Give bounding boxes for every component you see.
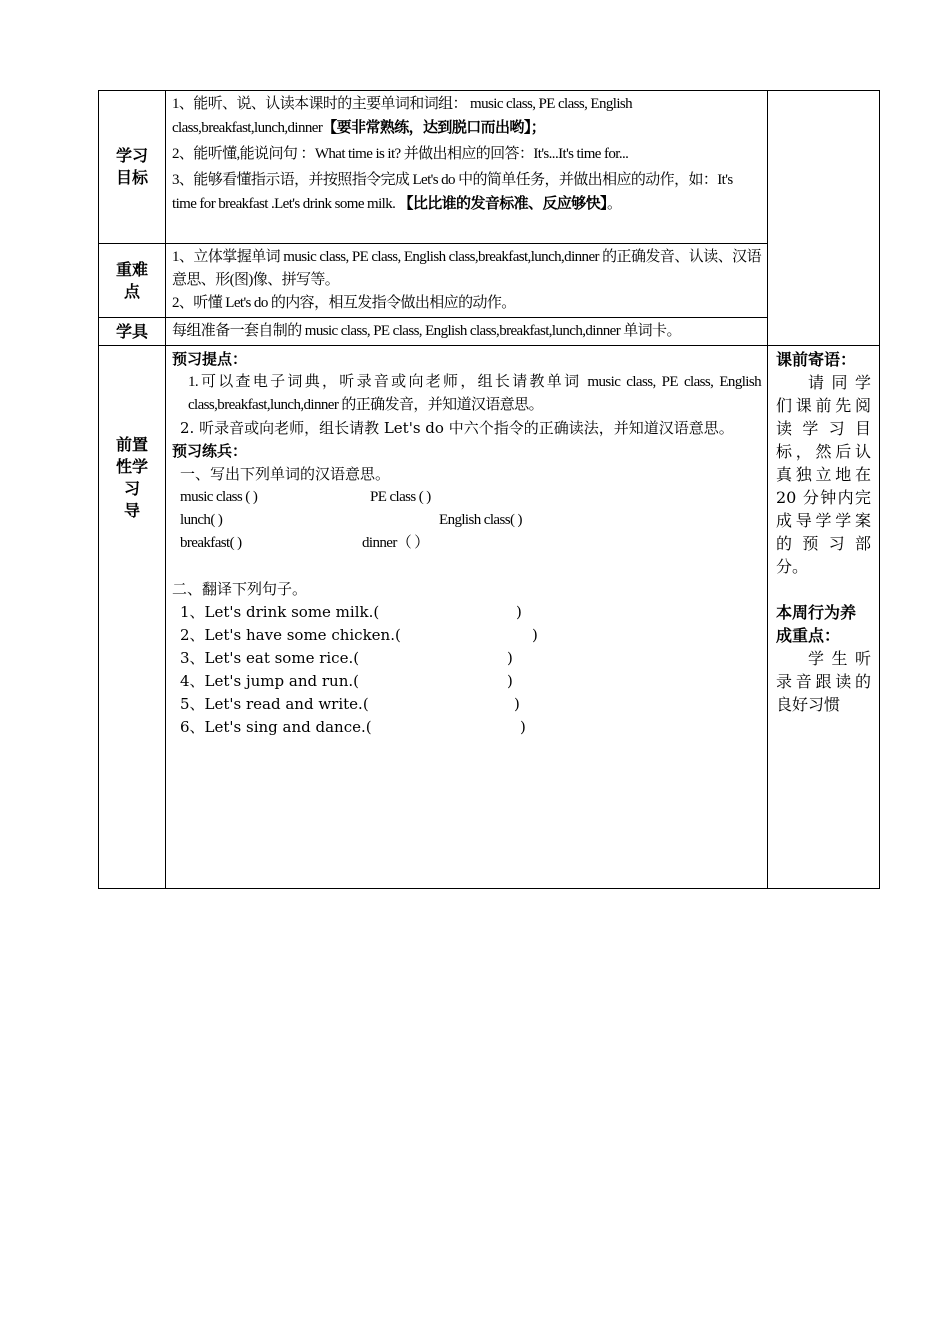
lesson-sheet (98, 90, 879, 889)
word-pe-class: PE class ( ) (370, 489, 431, 505)
goals-content (166, 91, 768, 244)
practice-heading: 预习练兵： (172, 442, 248, 460)
key-point-2: 2、听懂 Let's do 的内容，相互发指令做出相应的动作。 (172, 295, 516, 311)
lesson-table (98, 90, 880, 889)
preview-row (99, 346, 880, 889)
sentence-1: 1、Let's drink some milk.( ) (180, 603, 522, 621)
goal-item-2: 2、能听懂,能说问句 ：What time is it? 并做出相应的回答：It's...It's time for... (172, 146, 629, 162)
key-points-label: 重难 点 (99, 244, 166, 318)
tools-label: 学具 (99, 318, 166, 346)
key-points-row (99, 244, 880, 318)
tools-text: 每组准备一套自制的 music class, PE class, English class,breakfast,lunch,dinner 单词卡。 (172, 323, 681, 339)
preview-content (166, 346, 768, 889)
side-heading-2: 本周行为养成重点： (776, 603, 857, 645)
key-point-1: 1、立体掌握单词 music class, PE class, English class,breakfast,lunch,dinner 的正确发音、认读、汉语意思、形(图)像、拼写等。 (172, 249, 761, 288)
word-row-3 (172, 532, 761, 555)
sentence-2: 2、Let's have some chicken.( ) (180, 626, 538, 644)
sentence-6: 6、Let's sing and dance.( ) (180, 718, 526, 736)
side-heading-1: 课前寄语： (776, 350, 857, 369)
side-notes (768, 346, 880, 889)
word-lunch: lunch( ) (180, 512, 223, 528)
tips-heading: 预习提点： (172, 350, 248, 368)
goals-row (99, 91, 880, 244)
tip-2: 2. 听录音或向老师，组长请教 Let's do 中六个指令的正确读法，并知道汉语意思。 (180, 419, 734, 437)
word-row-1 (172, 486, 761, 509)
key-points-content (166, 244, 768, 318)
preview-label: 前置 性学 习 导 (99, 346, 166, 889)
tools-content (166, 318, 768, 346)
tip-1: 1.可以查电子词典，听录音或向老师，组长请教单词 music class, PE class, English class,breakfast,lunch,dinner 的正确发音，并知道汉语意思。 (188, 374, 761, 413)
side-text-1: 请同学们课前先阅读学习目标，然后认真独立地在 20 分钟内完成导学学案的预习部分。 (776, 373, 871, 576)
part2-title: 二、翻译下列句子。 (172, 580, 308, 598)
tools-row (99, 318, 880, 346)
word-row-2 (172, 509, 761, 532)
side-text-2: 学生听录音跟读的良好习惯 (776, 649, 871, 714)
word-dinner: dinner（ ） (362, 535, 429, 551)
sentence-4: 4、Let's jump and run.( ) (180, 672, 513, 690)
goal-item-3: 3、能够看懂指示语，并按照指令完成 Let's do 中的简单任务，并做出相应的动作，如：It's time for breakfast .Let's drink some milk. 【比比谁的发音标准、反应够快】。 (172, 172, 733, 212)
goal-item-1: 1、能听、说、认读本课时的主要单词和词组： music class, PE class, English class,breakfast,lunch,dinner【要非常熟练，达到脱口而出哟】； (172, 96, 633, 136)
part1-title: 一、写出下列单词的汉语意思。 (180, 465, 391, 483)
sentence-3: 3、Let's eat some rice.( ) (180, 649, 513, 667)
word-breakfast: breakfast( ) (180, 535, 242, 551)
top-side-cell (768, 91, 880, 346)
sentence-5: 5、Let's read and write.( ) (180, 695, 520, 713)
goals-label: 学习 目标 (99, 91, 166, 244)
word-music-class: music class ( ) (180, 489, 258, 505)
word-english-class: English class( ) (439, 512, 522, 528)
